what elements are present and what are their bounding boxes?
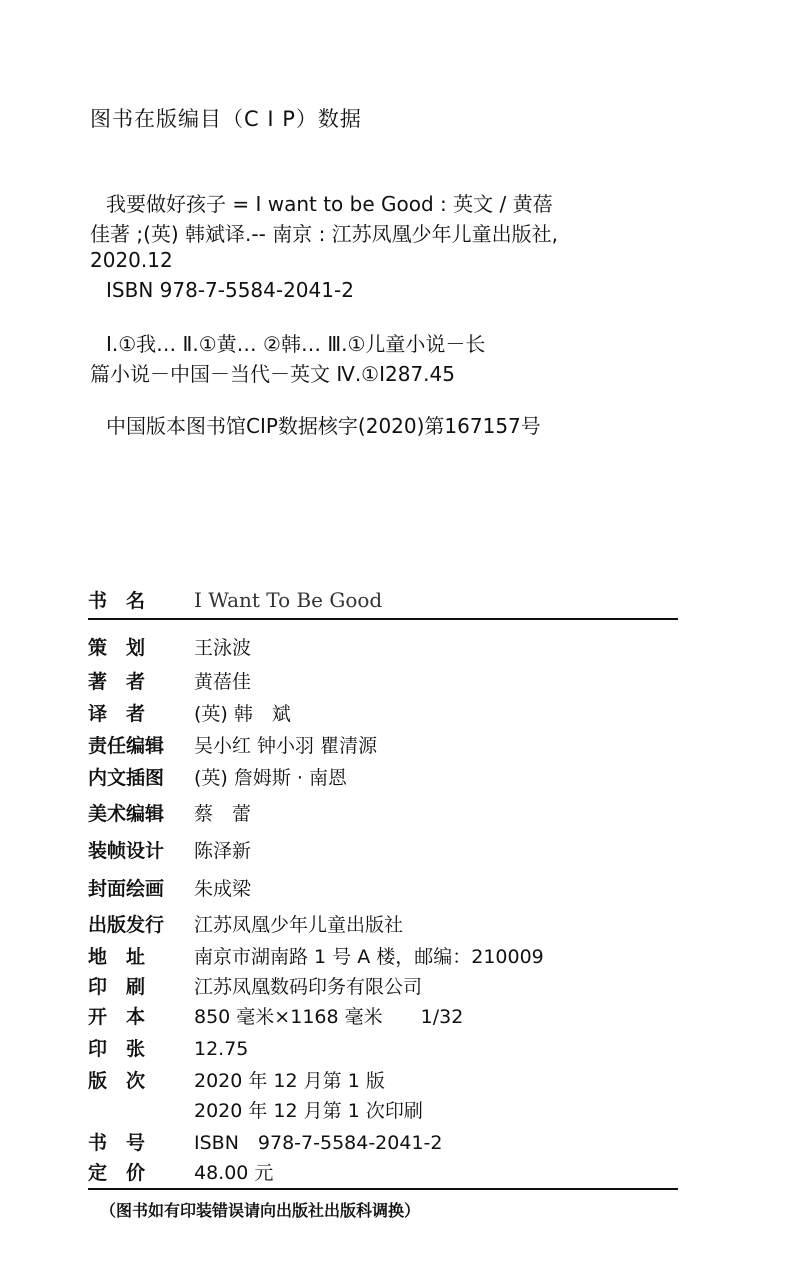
book-info-value: 王泳波 <box>194 637 252 659</box>
book-title-label: 书 名 <box>88 590 146 612</box>
book-title-value: I Want To Be Good <box>194 588 383 612</box>
cip-line-1: 我要做好孩子 = I want to be Good : 英文 / 黄蓓 <box>106 192 553 216</box>
book-info-row <box>88 699 291 726</box>
book-info-value: 南京市湖南路 1 号 A 楼，邮编：210009 <box>194 946 544 968</box>
book-info-row <box>88 1096 423 1123</box>
book-info-label: 著 者 <box>88 671 146 693</box>
book-info-row <box>88 1002 463 1029</box>
book-info-row <box>88 633 251 660</box>
book-info-row <box>88 836 251 863</box>
book-info-value: 黄蓓佳 <box>194 671 252 693</box>
book-info-row <box>88 731 377 758</box>
book-info-label: 版 次 <box>88 1070 146 1092</box>
cip-line-3: 2020.12 <box>90 248 173 272</box>
cip-line-2: 佳著 ;(英) 韩斌译.-- 南京 : 江苏凤凰少年儿童出版社, <box>90 222 559 246</box>
replacement-notice: （图书如有印装错误请向出版社出版科调换） <box>100 1201 421 1220</box>
book-info-row <box>88 667 251 694</box>
book-info-value: 江苏凤凰少年儿童出版社 <box>194 914 404 936</box>
cip-subject-line-2: 篇小说－中国－当代－英文 Ⅳ.①I287.45 <box>90 362 455 386</box>
book-info-label: 定 价 <box>88 1162 146 1184</box>
book-info-label: 印 张 <box>88 1038 146 1060</box>
book-info-value: (英) 韩 斌 <box>194 703 291 725</box>
book-info-row <box>88 910 403 937</box>
book-info-label: 装帧设计 <box>88 840 165 862</box>
book-info-label: 美术编辑 <box>88 803 165 825</box>
cip-number: 中国版本图书馆CIP数据核字(2020)第167157号 <box>106 414 541 438</box>
book-info-row <box>88 1066 385 1093</box>
book-info-value: 江苏凤凰数码印务有限公司 <box>194 976 423 998</box>
book-info-label: 开 本 <box>88 1006 146 1028</box>
book-info-label: 地 址 <box>88 946 146 968</box>
book-info-label: 内文插图 <box>88 767 165 789</box>
book-info-value: 2020 年 12 月第 1 次印刷 <box>194 1100 423 1122</box>
book-info-value: 850 毫米×1168 毫米 1/32 <box>194 1006 464 1028</box>
book-title-row <box>88 586 678 613</box>
cip-heading: 图书在版编目（C I P）数据 <box>90 107 362 131</box>
book-info-row <box>88 763 347 790</box>
bottom-divider <box>88 1188 678 1190</box>
book-info-value: 2020 年 12 月第 1 版 <box>194 1070 385 1092</box>
book-info-value: 吴小红 钟小羽 瞿清源 <box>194 735 378 757</box>
cip-isbn-line: ISBN 978-7-5584-2041-2 <box>106 278 354 302</box>
book-info-row <box>88 972 422 999</box>
book-info-row <box>88 874 251 901</box>
book-info-row <box>88 1158 273 1185</box>
book-info-value: 陈泽新 <box>194 840 252 862</box>
book-info-row <box>88 799 251 826</box>
book-info-value: 朱成梁 <box>194 878 252 900</box>
book-info-row <box>88 942 544 969</box>
title-divider <box>88 618 678 620</box>
book-info-label: 策 划 <box>88 637 146 659</box>
book-info-label: 印 刷 <box>88 976 146 998</box>
book-info-label: 责任编辑 <box>88 735 165 757</box>
book-info-label: 出版发行 <box>88 914 165 936</box>
book-info-label: 封面绘画 <box>88 878 165 900</box>
book-info-row <box>88 1128 443 1155</box>
book-info-value: ISBN 978-7-5584-2041-2 <box>194 1132 443 1154</box>
book-info-row <box>88 1034 248 1061</box>
cip-subject-line-1: Ⅰ.①我… Ⅱ.①黄… ②韩… Ⅲ.①儿童小说－长 <box>106 332 486 356</box>
book-info-value: 蔡 蕾 <box>194 803 252 825</box>
book-info-value: (英) 詹姆斯 · 南恩 <box>194 767 347 789</box>
book-info-label: 书 号 <box>88 1132 146 1154</box>
book-info-value: 12.75 <box>194 1038 249 1060</box>
book-info-label: 译 者 <box>88 703 146 725</box>
book-info-value: 48.00 元 <box>194 1162 274 1184</box>
